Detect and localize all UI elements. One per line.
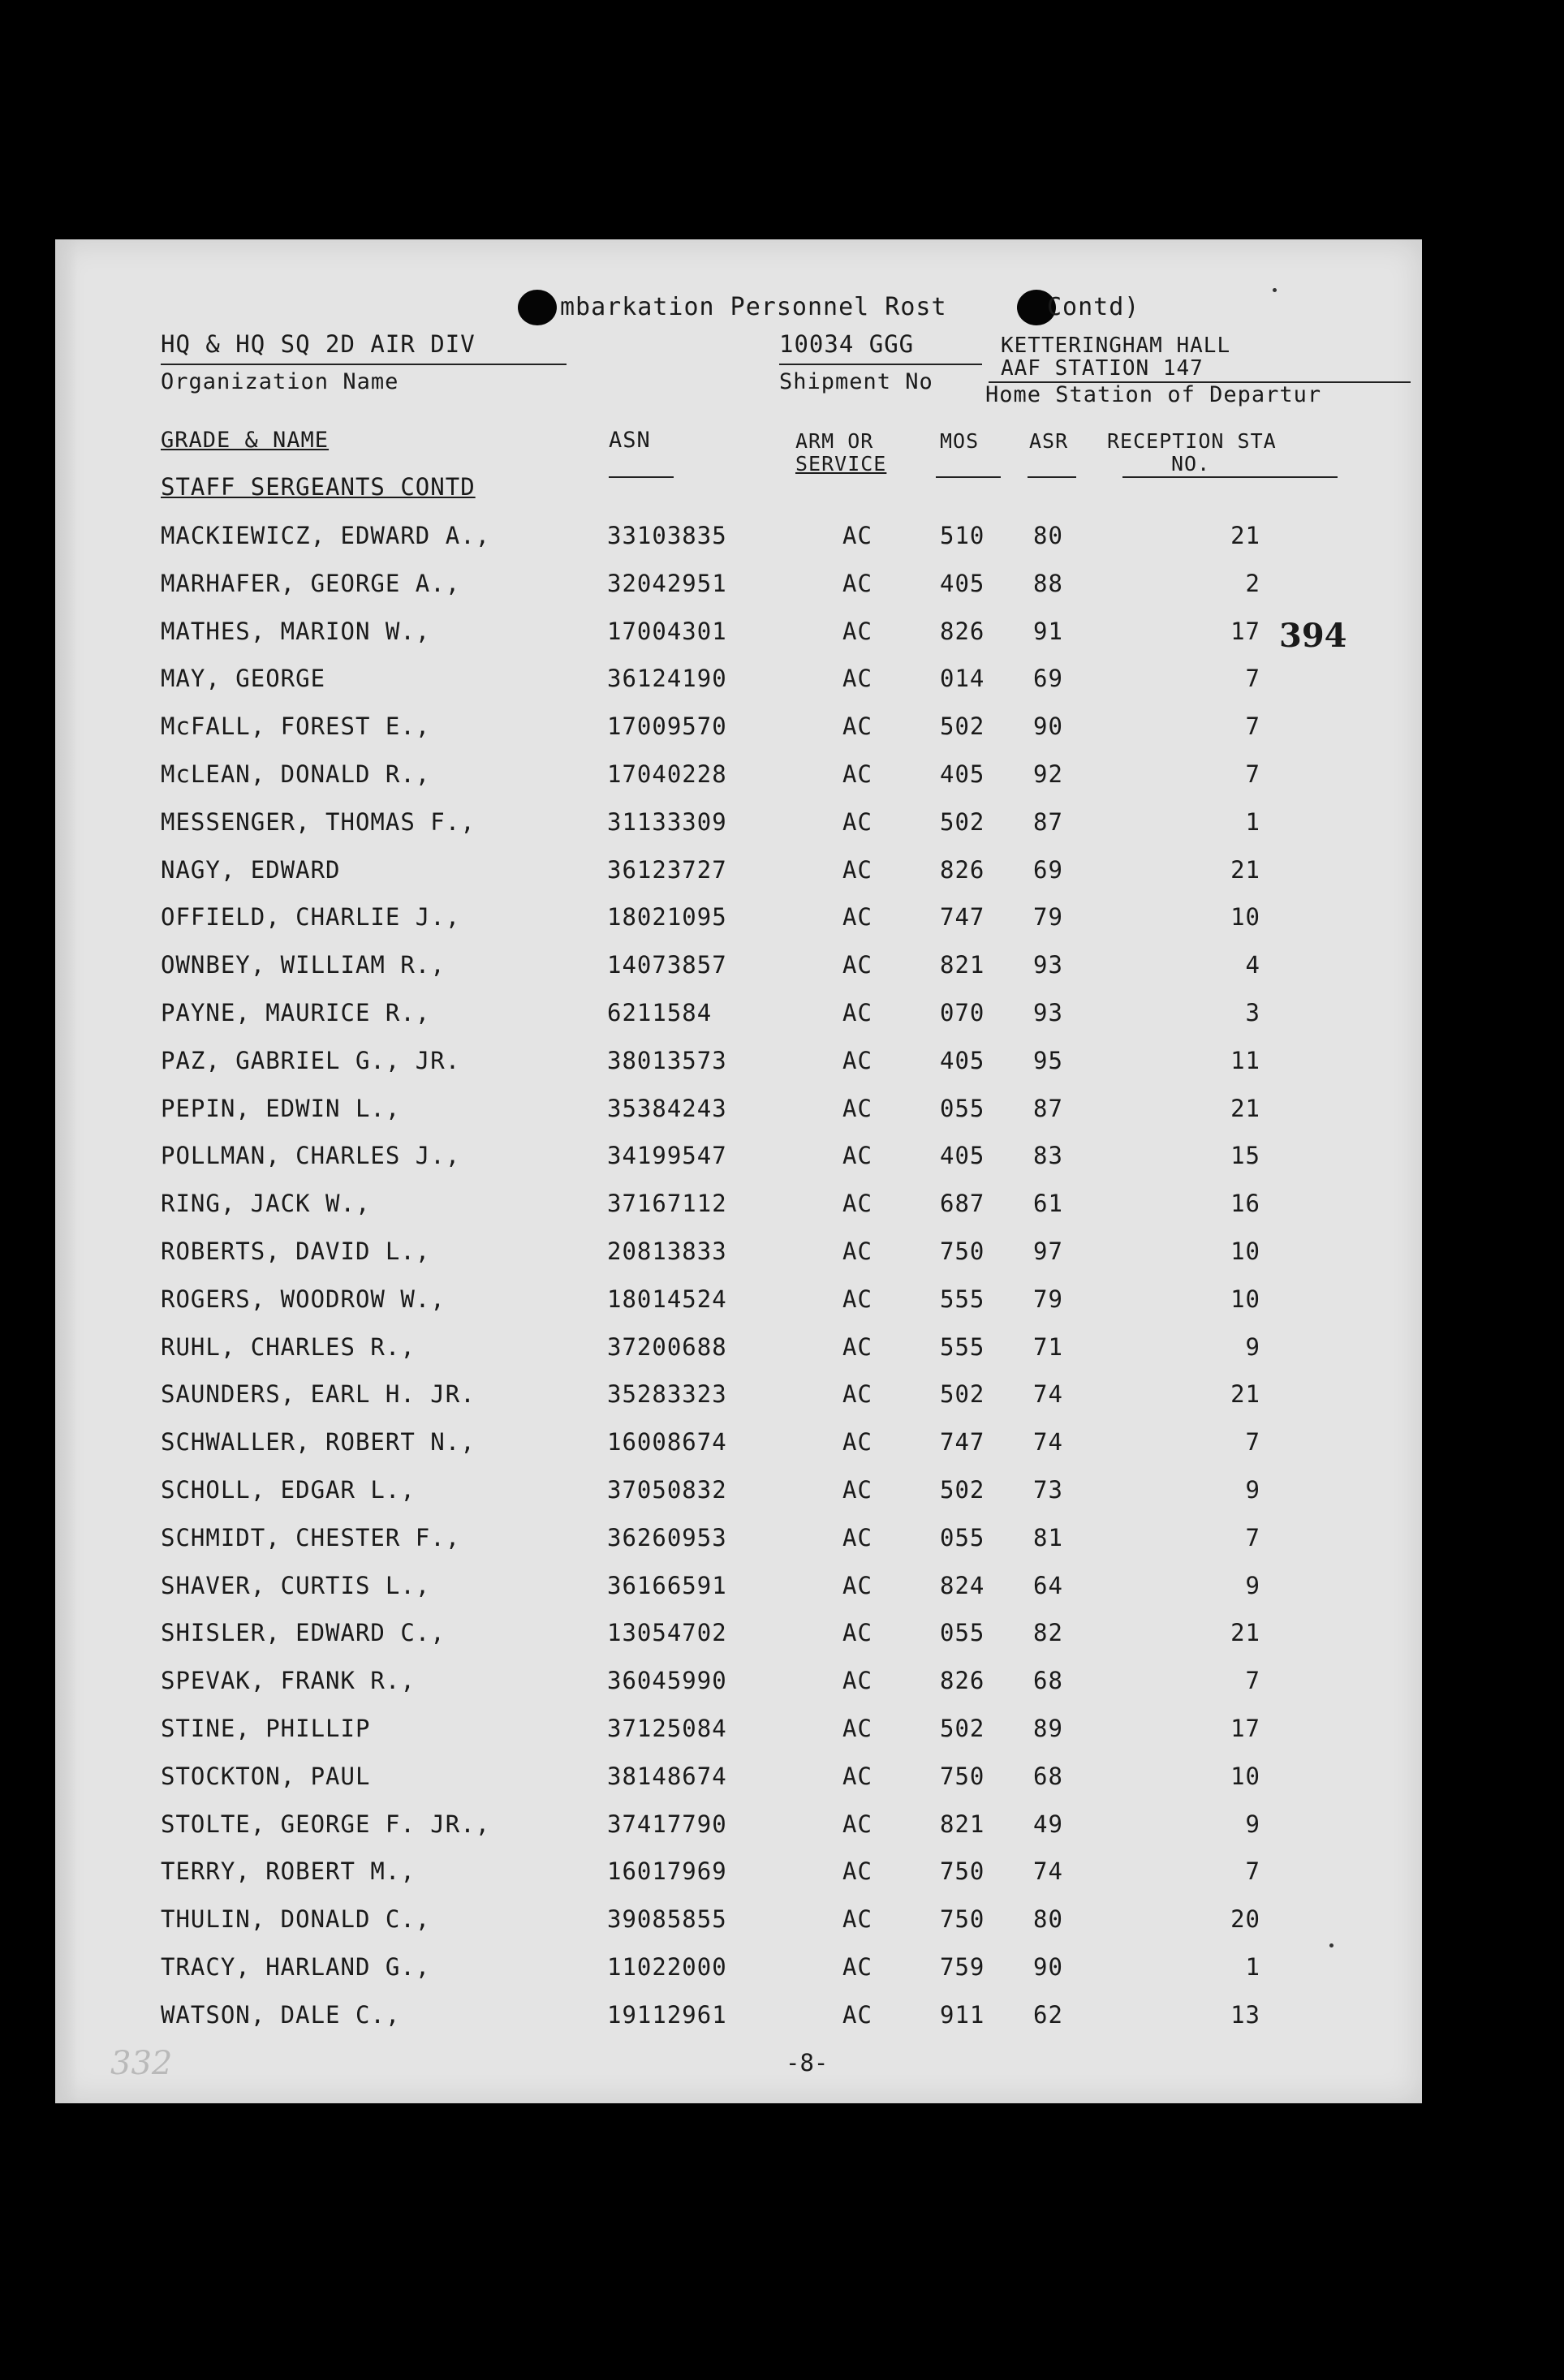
- table-row: [55, 999, 1422, 1031]
- roster-name: TERRY, ROBERT M.,: [161, 1857, 416, 1886]
- table-row: [55, 1285, 1422, 1318]
- roster-mos: 070: [940, 999, 985, 1026]
- roster-mos: 759: [940, 1953, 985, 1981]
- roster-mos: 747: [940, 1428, 985, 1457]
- roster-asr: 64: [1033, 1571, 1063, 1599]
- roster-mos: 502: [940, 1380, 985, 1409]
- roster-asr: 79: [1033, 903, 1063, 932]
- roster-asr: 74: [1033, 1857, 1063, 1886]
- divider: [1028, 476, 1076, 478]
- roster-reception: 20: [1230, 1905, 1260, 1934]
- roster-asn: 37050832: [607, 1476, 727, 1504]
- roster-asr: 90: [1033, 712, 1063, 741]
- col-header-mos: MOS: [940, 429, 980, 453]
- roster-arm: AC: [842, 1715, 872, 1742]
- roster-arm: AC: [842, 999, 872, 1026]
- roster-asn: 31133309: [607, 807, 727, 836]
- roster-arm: AC: [842, 1762, 872, 1790]
- roster-asr: 91: [1033, 617, 1063, 645]
- roster-arm: AC: [842, 1905, 872, 1934]
- roster-reception: 21: [1230, 1094, 1260, 1122]
- roster-name: PAZ, GABRIEL G., JR.: [161, 1046, 461, 1074]
- roster-mos: 055: [940, 1523, 985, 1552]
- roster-asr: 81: [1033, 1523, 1063, 1552]
- roster-arm: AC: [842, 1332, 872, 1361]
- roster-mos: 405: [940, 1046, 985, 1074]
- roster-mos: 055: [940, 1619, 985, 1647]
- roster-arm: AC: [842, 1571, 872, 1599]
- roster-asr: 68: [1033, 1667, 1063, 1695]
- roster-asn: 13054702: [607, 1619, 727, 1647]
- roster-arm: AC: [842, 522, 872, 549]
- roster-asn: 38013573: [607, 1046, 727, 1074]
- home-station-line2: AAF STATION 147: [1001, 356, 1204, 381]
- roster-name: McFALL, FOREST E.,: [161, 712, 431, 741]
- ink-blot: [518, 290, 557, 325]
- stamp-number: 394: [1279, 617, 1347, 655]
- document-title-suffix: Contd): [1047, 293, 1140, 321]
- roster-asr: 74: [1033, 1380, 1063, 1409]
- roster-asn: 37200688: [607, 1332, 727, 1361]
- roster-asr: 83: [1033, 1142, 1063, 1170]
- table-row: [55, 1047, 1422, 1079]
- roster-asn: 35283323: [607, 1380, 727, 1409]
- roster-name: SHAVER, CURTIS L.,: [161, 1571, 431, 1599]
- roster-name: RING, JACK W.,: [161, 1190, 371, 1218]
- roster-arm: AC: [842, 855, 872, 884]
- roster-name: MACKIEWICZ, EDWARD A.,: [161, 522, 491, 549]
- roster-mos: 687: [940, 1190, 985, 1218]
- roster-reception: 7: [1245, 1667, 1260, 1695]
- roster-asr: 68: [1033, 1762, 1063, 1790]
- roster-asr: 73: [1033, 1476, 1063, 1504]
- organization-name: HQ & HQ SQ 2D AIR DIV: [161, 330, 476, 358]
- table-row: [55, 1237, 1422, 1270]
- roster-mos: 750: [940, 1762, 985, 1790]
- roster-name: STINE, PHILLIP: [161, 1715, 371, 1742]
- col-header-grade-name: GRADE & NAME: [161, 428, 330, 453]
- roster-name: PEPIN, EDWIN L.,: [161, 1094, 401, 1122]
- roster-asn: 34199547: [607, 1142, 727, 1170]
- table-row: [55, 1524, 1422, 1556]
- table-row: [55, 1095, 1422, 1127]
- shipment-label: Shipment No: [779, 369, 933, 394]
- roster-name: ROGERS, WOODROW W.,: [161, 1285, 446, 1313]
- roster-asr: 74: [1033, 1428, 1063, 1457]
- table-row: [55, 665, 1422, 697]
- roster-arm: AC: [842, 712, 872, 741]
- table-row: [55, 618, 1422, 650]
- roster-mos: 826: [940, 1667, 985, 1695]
- roster-reception: 2: [1245, 569, 1260, 597]
- col-header-asn: ASN: [609, 428, 651, 453]
- document-page: [55, 239, 1422, 2103]
- roster-name: SCHWALLER, ROBERT N.,: [161, 1428, 476, 1457]
- roster-reception: 1: [1245, 807, 1260, 836]
- table-row: [55, 1428, 1422, 1461]
- roster-arm: AC: [842, 1380, 872, 1409]
- table-row: [55, 1762, 1422, 1795]
- pencil-note: 332: [110, 2045, 173, 2082]
- col-header-asr: ASR: [1029, 429, 1069, 453]
- table-row: [55, 522, 1422, 554]
- roster-asn: 16008674: [607, 1428, 727, 1457]
- roster-reception: 9: [1245, 1476, 1260, 1504]
- roster-name: RUHL, CHARLES R.,: [161, 1332, 416, 1361]
- speck: [1329, 1943, 1333, 1947]
- table-row: [55, 1619, 1422, 1651]
- roster-arm: AC: [842, 1810, 872, 1838]
- roster-arm: AC: [842, 1953, 872, 1981]
- roster-asr: 71: [1033, 1332, 1063, 1361]
- roster-reception: 7: [1245, 760, 1260, 788]
- roster-name: SCHMIDT, CHESTER F.,: [161, 1523, 461, 1552]
- divider: [609, 476, 674, 478]
- roster-asn: 36123727: [607, 855, 727, 884]
- roster-mos: 055: [940, 1094, 985, 1122]
- table-row: [55, 1953, 1422, 1986]
- roster-name: SCHOLL, EDGAR L.,: [161, 1476, 416, 1504]
- roster-arm: AC: [842, 617, 872, 645]
- section-heading: STAFF SERGEANTS CONTD: [161, 473, 476, 501]
- col-header-arm-1: ARM OR: [795, 429, 874, 453]
- roster-reception: 7: [1245, 1523, 1260, 1552]
- roster-reception: 10: [1230, 1237, 1260, 1265]
- table-row: [55, 951, 1422, 983]
- table-row: [55, 1142, 1422, 1174]
- roster-asn: 17004301: [607, 617, 727, 645]
- roster-arm: AC: [842, 760, 872, 788]
- table-row: [55, 856, 1422, 889]
- roster-reception: 21: [1230, 855, 1260, 884]
- table-row: [55, 1190, 1422, 1222]
- roster-name: McLEAN, DONALD R.,: [161, 760, 431, 788]
- roster-asr: 62: [1033, 2000, 1063, 2029]
- roster-arm: AC: [842, 1619, 872, 1647]
- roster-reception: 4: [1245, 951, 1260, 979]
- roster-name: TRACY, HARLAND G.,: [161, 1953, 431, 1981]
- roster-reception: 7: [1245, 712, 1260, 741]
- organization-label: Organization Name: [161, 369, 399, 394]
- roster-asn: 6211584: [607, 999, 713, 1026]
- roster-asn: 19112961: [607, 2000, 727, 2029]
- roster-mos: 911: [940, 2000, 985, 2029]
- roster-asn: 11022000: [607, 1953, 727, 1981]
- roster-mos: 824: [940, 1571, 985, 1599]
- roster-mos: 405: [940, 1142, 985, 1170]
- roster-arm: AC: [842, 569, 872, 597]
- roster-arm: AC: [842, 2000, 872, 2029]
- page-number: -8-: [786, 2049, 829, 2077]
- roster-asn: 36124190: [607, 665, 727, 693]
- roster-mos: 821: [940, 1810, 985, 1838]
- roster-name: NAGY, EDWARD: [161, 855, 341, 884]
- roster-asn: 36260953: [607, 1523, 727, 1552]
- roster-asn: 36166591: [607, 1571, 727, 1599]
- roster-name: ROBERTS, DAVID L.,: [161, 1237, 431, 1265]
- roster-asn: 36045990: [607, 1667, 727, 1695]
- roster-mos: 502: [940, 1715, 985, 1742]
- roster-arm: AC: [842, 903, 872, 932]
- roster-arm: AC: [842, 1857, 872, 1886]
- roster-asr: 69: [1033, 855, 1063, 884]
- roster-asr: 69: [1033, 665, 1063, 693]
- divider: [1122, 476, 1338, 478]
- roster-mos: 750: [940, 1237, 985, 1265]
- roster-name: STOCKTON, PAUL: [161, 1762, 371, 1790]
- roster-asr: 79: [1033, 1285, 1063, 1313]
- roster-mos: 014: [940, 665, 985, 693]
- roster-name: PAYNE, MAURICE R.,: [161, 999, 431, 1026]
- roster-asr: 90: [1033, 1953, 1063, 1981]
- roster-name: OFFIELD, CHARLIE J.,: [161, 903, 461, 932]
- roster-asn: 37167112: [607, 1190, 727, 1218]
- roster-asn: 14073857: [607, 951, 727, 979]
- roster-reception: 9: [1245, 1810, 1260, 1838]
- table-row: [55, 1857, 1422, 1890]
- home-station-line1: KETTERINGHAM HALL: [1001, 334, 1231, 358]
- divider: [779, 364, 982, 365]
- roster-reception: 7: [1245, 1857, 1260, 1886]
- roster-arm: AC: [842, 1667, 872, 1695]
- divider: [936, 476, 1001, 478]
- roster-reception: 11: [1230, 1046, 1260, 1074]
- table-row: [55, 2001, 1422, 2034]
- roster-reception: 21: [1230, 522, 1260, 549]
- roster-reception: 1: [1245, 1953, 1260, 1981]
- home-station-label: Home Station of Departur: [985, 382, 1322, 407]
- roster-asr: 92: [1033, 760, 1063, 788]
- roster-arm: AC: [842, 1237, 872, 1265]
- roster-mos: 510: [940, 522, 985, 549]
- col-header-reception-1: RECEPTION STA: [1107, 429, 1277, 453]
- roster-mos: 502: [940, 712, 985, 741]
- col-header-reception-2: NO.: [1171, 452, 1211, 476]
- roster-reception: 10: [1230, 903, 1260, 932]
- table-row: [55, 570, 1422, 602]
- roster-arm: AC: [842, 951, 872, 979]
- roster-asn: 17040228: [607, 760, 727, 788]
- roster-reception: 21: [1230, 1380, 1260, 1409]
- roster-asn: 38148674: [607, 1762, 727, 1790]
- roster-mos: 747: [940, 903, 985, 932]
- roster-reception: 16: [1230, 1190, 1260, 1218]
- table-row: [55, 808, 1422, 841]
- roster-name: SHISLER, EDWARD C.,: [161, 1619, 446, 1647]
- roster-asn: 37125084: [607, 1715, 727, 1742]
- roster-asr: 80: [1033, 1905, 1063, 1934]
- roster-name: STOLTE, GEORGE F. JR.,: [161, 1810, 491, 1838]
- roster-asn: 39085855: [607, 1905, 727, 1934]
- roster-asn: 37417790: [607, 1810, 727, 1838]
- roster-asn: 20813833: [607, 1237, 727, 1265]
- table-row: [55, 1476, 1422, 1508]
- roster-name: SAUNDERS, EARL H. JR.: [161, 1380, 476, 1409]
- roster-asr: 88: [1033, 569, 1063, 597]
- table-row: [55, 1667, 1422, 1699]
- roster-reception: 10: [1230, 1285, 1260, 1313]
- roster-asr: 87: [1033, 1094, 1063, 1122]
- roster-name: SPEVAK, FRANK R.,: [161, 1667, 416, 1695]
- roster-arm: AC: [842, 665, 872, 693]
- table-row: [55, 1810, 1422, 1843]
- roster-asr: 95: [1033, 1046, 1063, 1074]
- roster-reception: 9: [1245, 1332, 1260, 1361]
- roster-arm: AC: [842, 1523, 872, 1552]
- roster-arm: AC: [842, 807, 872, 836]
- roster-asr: 87: [1033, 807, 1063, 836]
- roster-name: MESSENGER, THOMAS F.,: [161, 807, 476, 836]
- roster-reception: 17: [1230, 617, 1260, 645]
- roster-asn: 17009570: [607, 712, 727, 741]
- roster-asr: 80: [1033, 522, 1063, 549]
- roster-asr: 93: [1033, 999, 1063, 1026]
- roster-mos: 502: [940, 807, 985, 836]
- roster-arm: AC: [842, 1142, 872, 1170]
- document-title: mbarkation Personnel Rost: [560, 293, 947, 321]
- roster-arm: AC: [842, 1190, 872, 1218]
- roster-asn: 16017969: [607, 1857, 727, 1886]
- roster-arm: AC: [842, 1285, 872, 1313]
- roster-asr: 93: [1033, 951, 1063, 979]
- roster-asn: 18021095: [607, 903, 727, 932]
- roster-asr: 61: [1033, 1190, 1063, 1218]
- speck: [1273, 288, 1277, 292]
- roster-name: POLLMAN, CHARLES J.,: [161, 1142, 461, 1170]
- divider: [161, 364, 567, 365]
- roster-arm: AC: [842, 1428, 872, 1457]
- roster-asr: 97: [1033, 1237, 1063, 1265]
- col-header-arm-2: SERVICE: [795, 452, 887, 476]
- table-row: [55, 760, 1422, 793]
- roster-arm: AC: [842, 1476, 872, 1504]
- roster-reception: 9: [1245, 1571, 1260, 1599]
- roster-mos: 405: [940, 760, 985, 788]
- roster-reception: 17: [1230, 1715, 1260, 1742]
- table-row: [55, 1905, 1422, 1938]
- roster-asr: 89: [1033, 1715, 1063, 1742]
- roster-reception: 13: [1230, 2000, 1260, 2029]
- roster-reception: 10: [1230, 1762, 1260, 1790]
- roster-asn: 18014524: [607, 1285, 727, 1313]
- roster-mos: 502: [940, 1476, 985, 1504]
- roster-arm: AC: [842, 1046, 872, 1074]
- roster-asr: 82: [1033, 1619, 1063, 1647]
- roster-mos: 826: [940, 855, 985, 884]
- roster-mos: 826: [940, 617, 985, 645]
- shipment-number: 10034 GGG: [779, 330, 915, 358]
- roster-reception: 21: [1230, 1619, 1260, 1647]
- table-row: [55, 1572, 1422, 1604]
- table-row: [55, 1380, 1422, 1413]
- roster-reception: 3: [1245, 999, 1260, 1026]
- roster-name: MATHES, MARION W.,: [161, 617, 431, 645]
- roster-asn: 32042951: [607, 569, 727, 597]
- roster-name: THULIN, DONALD C.,: [161, 1905, 431, 1934]
- roster-mos: 555: [940, 1285, 985, 1313]
- roster-name: WATSON, DALE C.,: [161, 2000, 401, 2029]
- roster-asn: 35384243: [607, 1094, 727, 1122]
- table-row: [55, 903, 1422, 936]
- roster-asn: 33103835: [607, 522, 727, 549]
- roster-name: MAY, GEORGE: [161, 665, 326, 693]
- roster-mos: 750: [940, 1905, 985, 1934]
- roster-reception: 7: [1245, 665, 1260, 693]
- roster-reception: 15: [1230, 1142, 1260, 1170]
- roster-name: OWNBEY, WILLIAM R.,: [161, 951, 446, 979]
- table-row: [55, 712, 1422, 745]
- roster-asr: 49: [1033, 1810, 1063, 1838]
- table-row: [55, 1715, 1422, 1747]
- roster-mos: 555: [940, 1332, 985, 1361]
- roster-arm: AC: [842, 1094, 872, 1122]
- roster-mos: 750: [940, 1857, 985, 1886]
- table-row: [55, 1333, 1422, 1366]
- roster-name: MARHAFER, GEORGE A.,: [161, 569, 461, 597]
- roster-mos: 821: [940, 951, 985, 979]
- roster-mos: 405: [940, 569, 985, 597]
- roster-reception: 7: [1245, 1428, 1260, 1457]
